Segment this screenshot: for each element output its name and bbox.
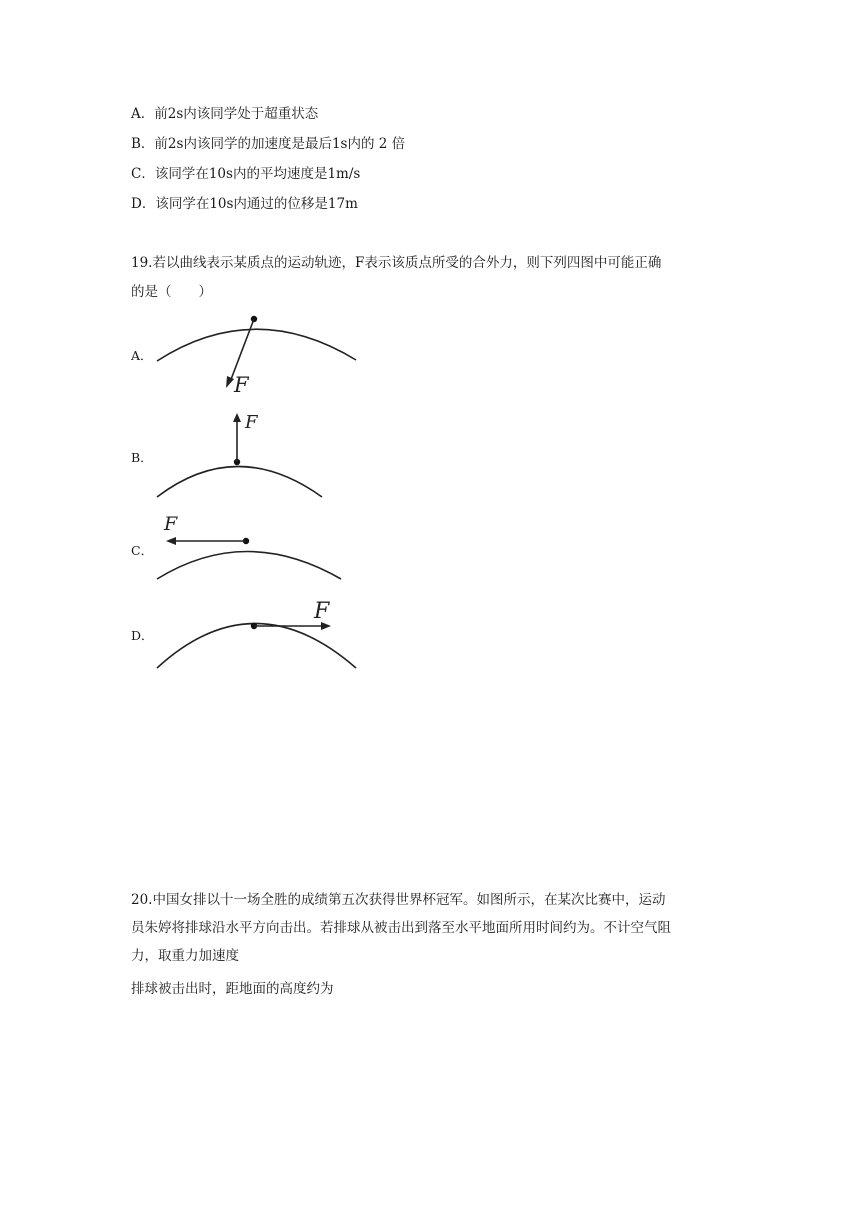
- q19-option-d-letter: D．: [131, 628, 154, 643]
- force-label: F: [245, 412, 258, 433]
- force-label: F: [314, 599, 330, 624]
- q19-option-c-figure: [150, 510, 350, 584]
- option-text: 该同学在10s内的平均速度是1m/s: [154, 166, 361, 182]
- q20-line3: 力，取重力加速度: [131, 948, 239, 964]
- q18-option-d: [131, 194, 358, 214]
- option-letter: A．: [131, 106, 155, 122]
- option-text: 前2s内该同学的加速度是最后1s内的 2 倍: [154, 136, 406, 152]
- trajectory-curve: [157, 467, 322, 498]
- force-arrowhead: [166, 537, 176, 545]
- q19-stem-line1: 19.若以曲线表示某质点的运动轨迹，F表示该质点所受的合外力，则下列四图中可能正确: [131, 255, 662, 271]
- force-arrowhead: [226, 376, 234, 388]
- force-label: F: [164, 513, 178, 535]
- trajectory-curve: [157, 329, 356, 361]
- q20-line2: 员朱婷将排球沿水平方向击出。若排球从被击出到落至水平地面所用时间约为。不计空气阻: [131, 920, 671, 936]
- force-arrowhead: [233, 413, 241, 422]
- q19-option-a-figure: [150, 308, 370, 400]
- option-letter: B．: [131, 136, 155, 152]
- q19-option-b-figure: [150, 405, 340, 501]
- option-letter: D．: [131, 196, 156, 212]
- q18-option-b: [131, 134, 405, 154]
- force-label: F: [234, 373, 249, 397]
- option-text: 前2s内该同学处于超重状态: [154, 106, 319, 122]
- trajectory-curve: [157, 624, 356, 669]
- q19-option-b-letter: B．: [131, 450, 153, 465]
- q18-option-a: [131, 104, 318, 124]
- trajectory-curve: [157, 552, 341, 580]
- q19-option-d-figure: [150, 596, 365, 672]
- q19-stem-line2: 的是（ ）: [131, 284, 212, 300]
- q20-line4: 排球被击出时，距地面的高度约为: [131, 981, 334, 997]
- option-letter: C．: [131, 166, 155, 182]
- q18-option-c: [131, 164, 360, 184]
- q19-option-c-letter: C．: [131, 543, 154, 558]
- q19-option-a-letter: A．: [131, 348, 153, 363]
- option-text: 该同学在10s内通过的位移是17m: [155, 196, 358, 212]
- q20-line1: 20.中国女排以十一场全胜的成绩第五次获得世界杯冠军。如图所示，在某次比赛中，运动: [131, 892, 666, 908]
